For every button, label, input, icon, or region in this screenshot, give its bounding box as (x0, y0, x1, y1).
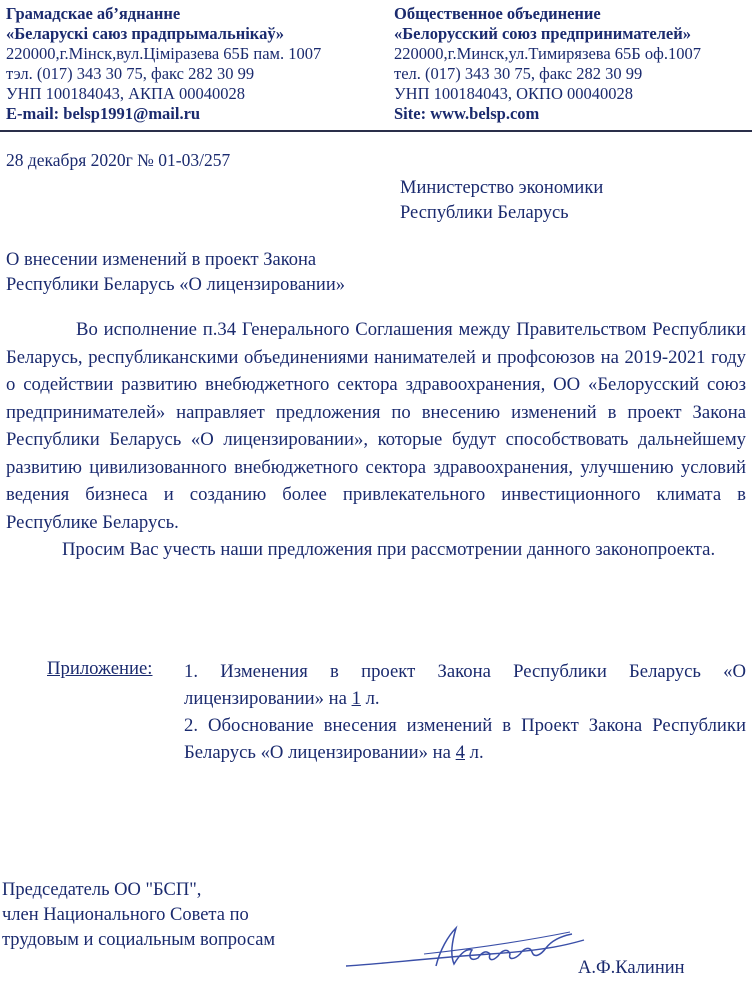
appendix-item-2-pages: 4 (455, 742, 465, 763)
signer-title-block (2, 878, 275, 953)
subject-block (6, 248, 345, 298)
email-line: E-mail: belsp1991@mail.ru (6, 104, 201, 123)
org-type-by: Грамадскае аб’яднанне (6, 4, 181, 23)
appendix-item-1 (184, 658, 746, 712)
appendix-item-1-pages: 1 (351, 688, 361, 709)
letter-date-number: 28 декабря 2020г № 01-03/257 (6, 150, 231, 170)
phone-by: тэл. (017) 343 30 75, факс 282 30 99 (6, 64, 255, 83)
org-name-ru: «Белорусский союз предпринимателей» (394, 24, 691, 43)
org-name-by: «Беларускі саюз прадпрымальнікаў» (6, 24, 285, 43)
registration-by: УНП 100184043, АКПА 00040028 (6, 84, 246, 103)
appendix-list (184, 658, 746, 766)
recipient-line-2: Республики Беларусь (400, 203, 569, 223)
letterhead-russian (394, 4, 750, 124)
subject-line-1: О внесении изменений в проект Закона (6, 250, 317, 270)
subject-line-2: Республики Беларусь «О лицензировании» (6, 275, 345, 295)
handwritten-signature (340, 914, 590, 984)
appendix-item-1-suffix: л. (360, 688, 380, 709)
site-line: Site: www.belsp.com (394, 104, 540, 123)
recipient-block (400, 176, 603, 226)
letterhead-divider (0, 130, 752, 132)
appendix-item-2 (184, 712, 746, 766)
phone-ru: тел. (017) 343 30 75, факс 282 30 99 (394, 64, 643, 83)
appendix-item-2-text: 2. Обоснование внесения изменений в Проект Закона Республики Беларусь «О лицензировании» на (184, 715, 746, 763)
signer-title-line-3: трудовым и социальным вопросам (2, 930, 276, 950)
letter-body (6, 316, 746, 564)
address-ru: 220000,г.Минск,ул.Тимирязева 65Б оф.1007 (394, 44, 701, 63)
address-by: 220000,г.Мінск,вул.Ціміразева 65Б пам. 1007 (6, 44, 322, 63)
registration-ru: УНП 100184043, ОКПО 00040028 (394, 84, 634, 103)
appendix-label: Приложение: (47, 658, 153, 679)
signer-name: А.Ф.Калинин (578, 958, 685, 978)
signer-title-line-1: Председатель ОО "БСП", (2, 880, 202, 900)
appendix-item-1-text: 1. Изменения в проект Закона Республики Беларусь «О лицензировании» на (184, 661, 746, 709)
letterhead-belarusian (6, 4, 386, 124)
recipient-line-1: Министерство экономики (400, 178, 604, 198)
appendix-item-2-suffix: л. (464, 742, 484, 763)
body-paragraph-1: Во исполнение п.34 Генерального Соглашения между Правительством Республики Беларусь, республиканскими объединениями нанимателей и профсоюзов на 2019-2021 году о содействии развитию внебюджетного сектора здравоохранения, ОО «Белорусский союз предпринимателей» направляет предложения по внесению изменений в проект Закона Республики Беларусь «О лицензировании», которые будут способствовать дальнейшему развитию цивилизованного внебюджетного сектора здравоохранения, улучшению условий ведения бизнеса и созданию более привлекательного инвестиционного климата в Республике Беларусь. (6, 319, 746, 533)
signer-title-line-2: член Национального Совета по (2, 905, 249, 925)
org-type-ru: Общественное объединение (394, 4, 601, 23)
body-paragraph-2: Просим Вас учесть наши предложения при рассмотрении данного законопроекта. (62, 539, 716, 560)
